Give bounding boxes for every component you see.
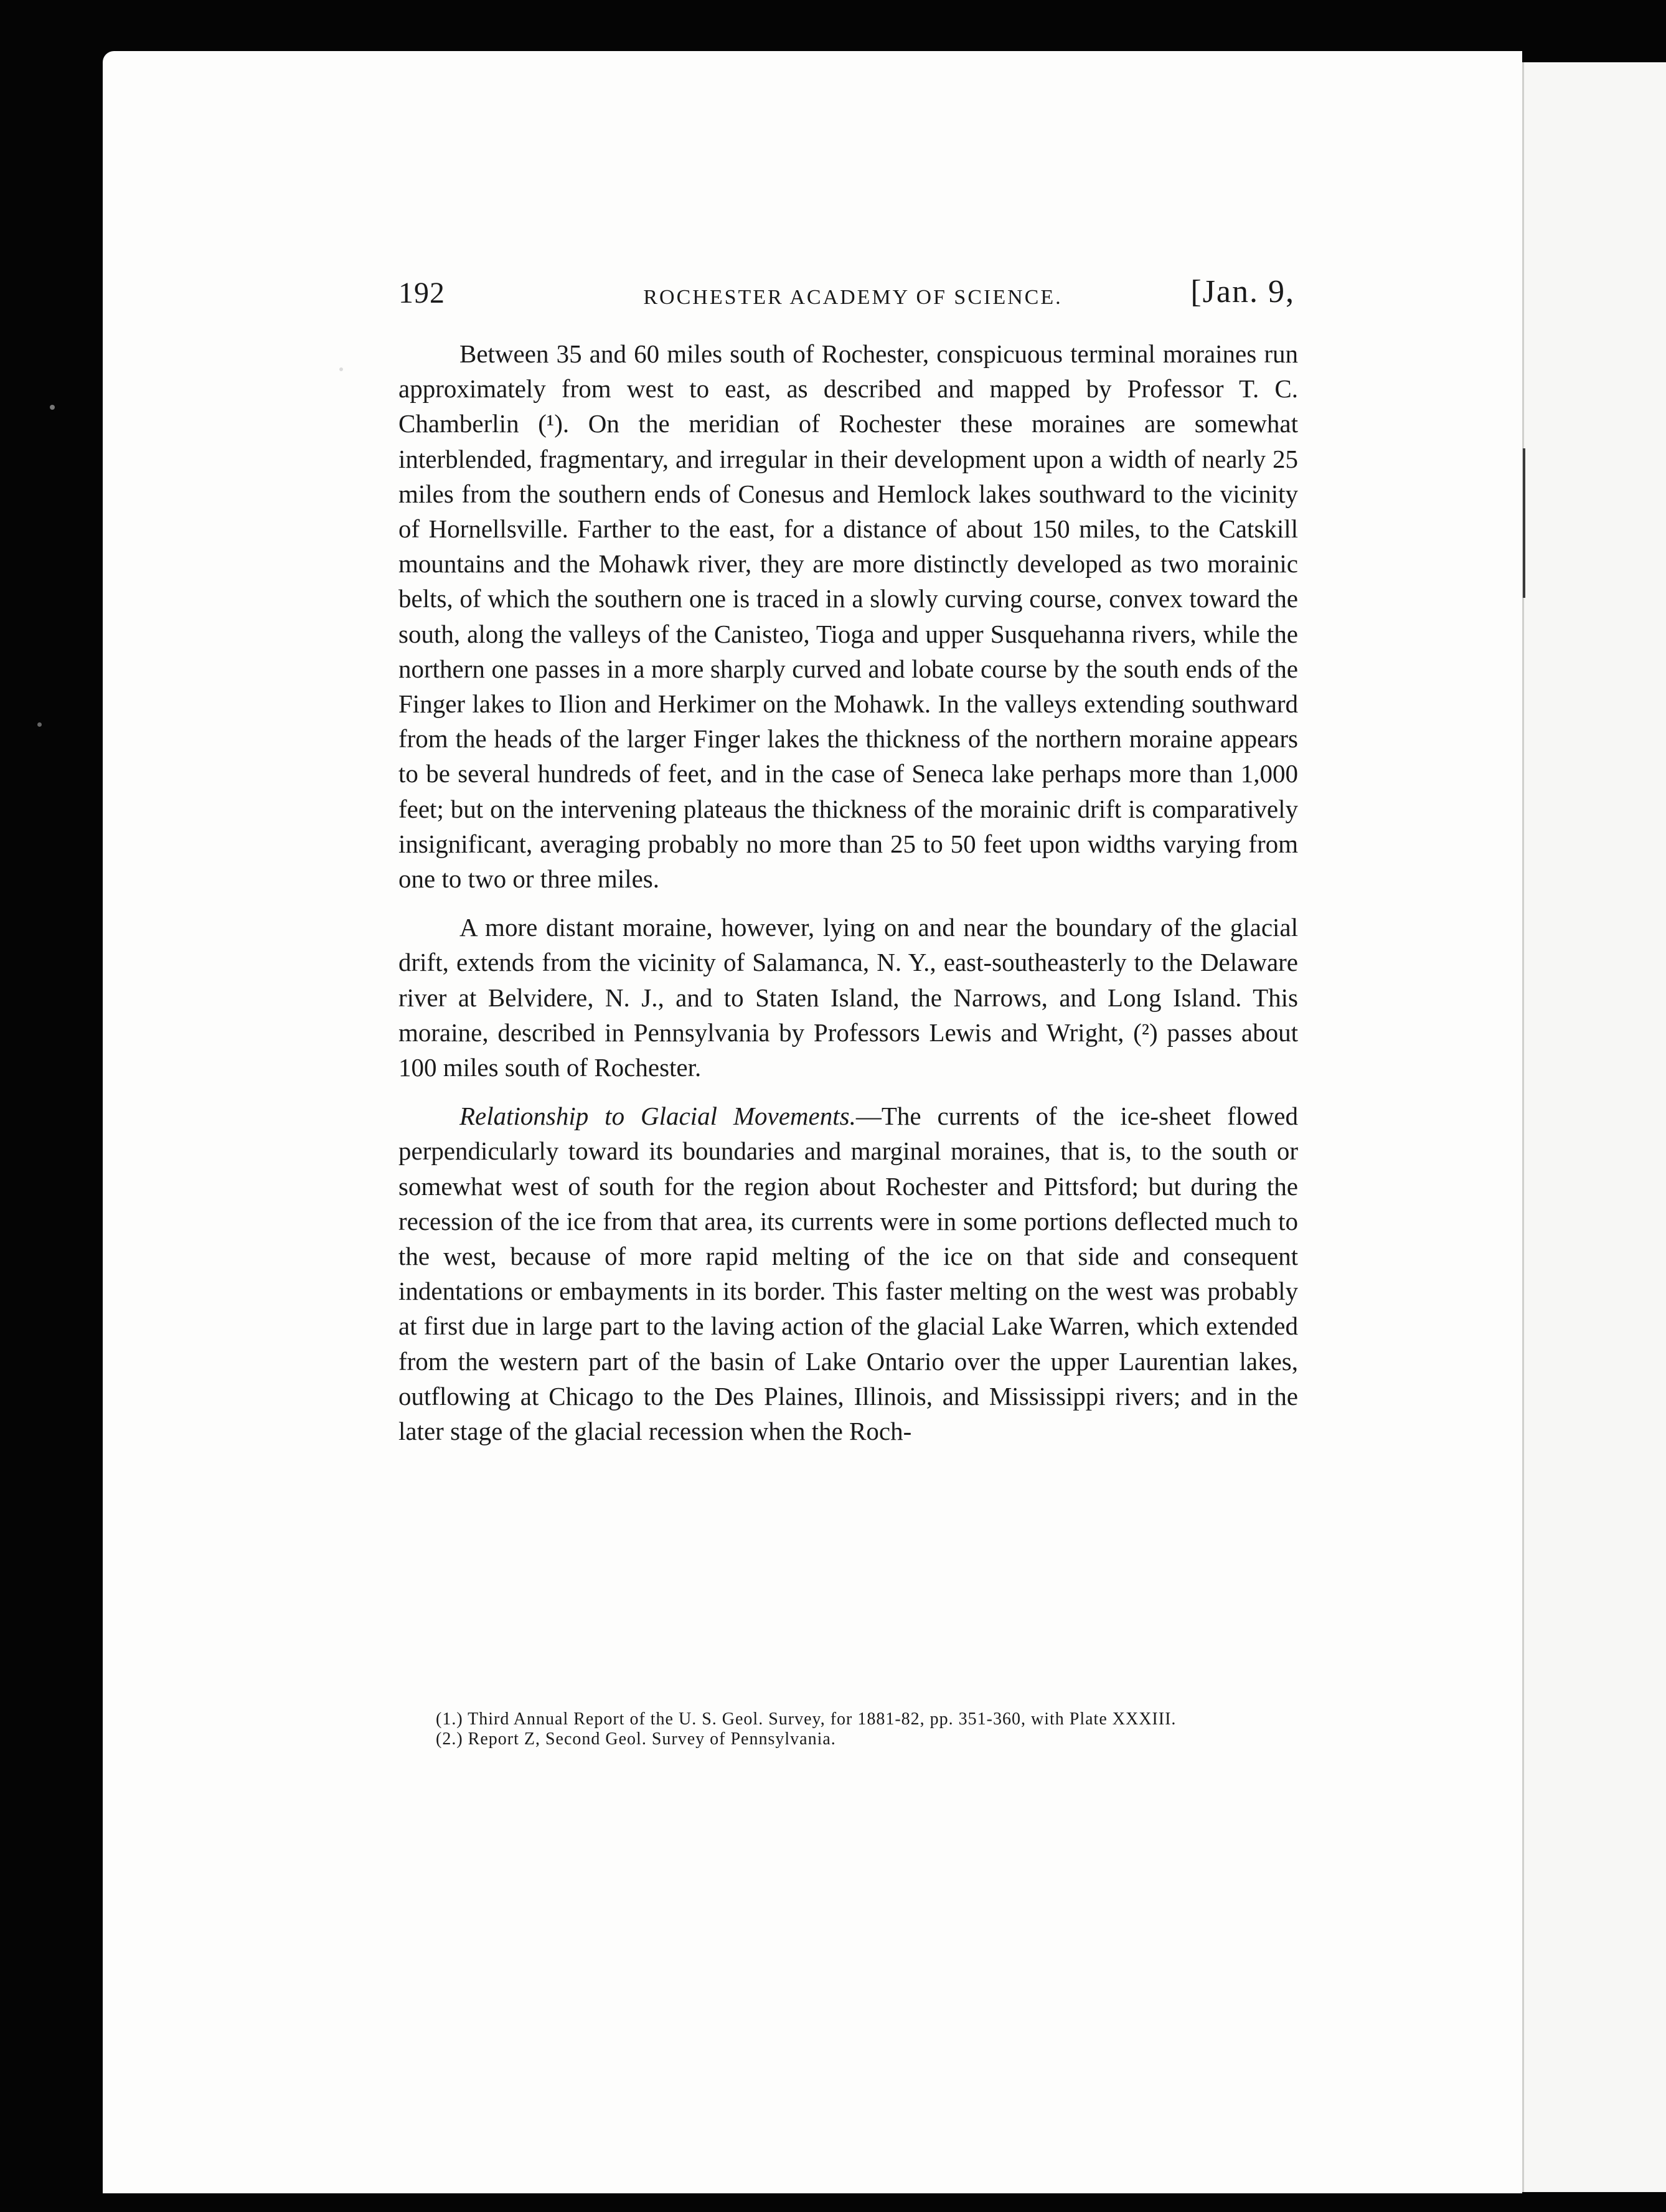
binding-shadow [1523, 448, 1525, 598]
scan-speck [50, 405, 55, 410]
scan-speck [339, 367, 343, 371]
date-mark: [Jan. 9, [1190, 274, 1295, 310]
adjacent-page-edge [1522, 62, 1666, 2192]
paragraph-3-text: —The currents of the ice-sheet flowed perpendicularly toward its boundaries and marginal moraines, that is, to the south or somewhat west of south for the region about Rochester and Pittsford; but during the recession of the ice from that area, its currents were in some portions deflected much to the west, because of more rapid melting of the ice on that side and consequent indentations or embayments in its border. This faster melting on the west was probably at first due in large part to the laving action of the glacial Lake Warren, which extended from the western part of the basin of Lake Ontario over the upper Laurentian lakes, outflowing at Chicago to the Des Plaines, Illinois, and Mississippi rivers; and in the later stage of the glacial recession when the Roch- [398, 1102, 1298, 1446]
journal-title: ROCHESTER ACADEMY OF SCIENCE. [643, 286, 1063, 309]
page-number: 192 [398, 276, 445, 310]
paragraph-3 [398, 1099, 1298, 1449]
footnote-1: (1.) Third Annual Report of the U. S. Geol. Survey, for 1881-82, pp. 351-360, with Plate XXXIII. [436, 1709, 1177, 1729]
running-head [398, 276, 1307, 319]
paragraph-2: A more distant moraine, however, lying on and near the boundary of the glacial drift, extends from the vicinity of Salamanca, N. Y., east-southeasterly to the Delaware river at Belvidere, N. J., and to Staten Island, the Narrows, and Long Island. This moraine, described in Pennsylvania by Professors Lewis and Wright, (²) passes about 100 miles south of Rochester. [398, 913, 1298, 1082]
body-text [398, 336, 1298, 1462]
paragraph-1: Between 35 and 60 miles south of Rochester, conspicuous terminal moraines run approximately from west to east, as described and mapped by Professor T. C. Chamberlin (¹). On the meridian of Rochester these moraines are somewhat interblended, fragmentary, and irregular in their development upon a width of nearly 25 miles from the southern ends of Conesus and Hemlock lakes southward to the vicinity of Hornellsville. Farther to the east, for a distance of about 150 miles, to the Catskill mountains and the Mohawk river, they are more distinctly developed as two morainic belts, of which the southern one is traced in a slowly curving course, convex toward the south, along the valleys of the Canisteo, Tioga and upper Susquehanna rivers, while the northern one passes in a more sharply curved and lobate course by the south ends of the Finger lakes to Ilion and Herkimer on the Mohawk. In the valleys extending southward from the heads of the larger Finger lakes the thickness of the northern moraine appears to be several hundreds of feet, and in the case of Seneca lake perhaps more than 1,000 feet; but on the intervening plateaus the thickness of the morainic drift is comparatively insignificant, averaging probably no more than 25 to 50 feet upon widths varying from one to two or three miles. [398, 339, 1298, 894]
footnote-2: (2.) Report Z, Second Geol. Survey of Pennsylvania. [436, 1729, 836, 1749]
footnotes [398, 1709, 1298, 1749]
scan-speck [37, 722, 42, 727]
section-heading: Relationship to Glacial Movements. [459, 1102, 856, 1131]
